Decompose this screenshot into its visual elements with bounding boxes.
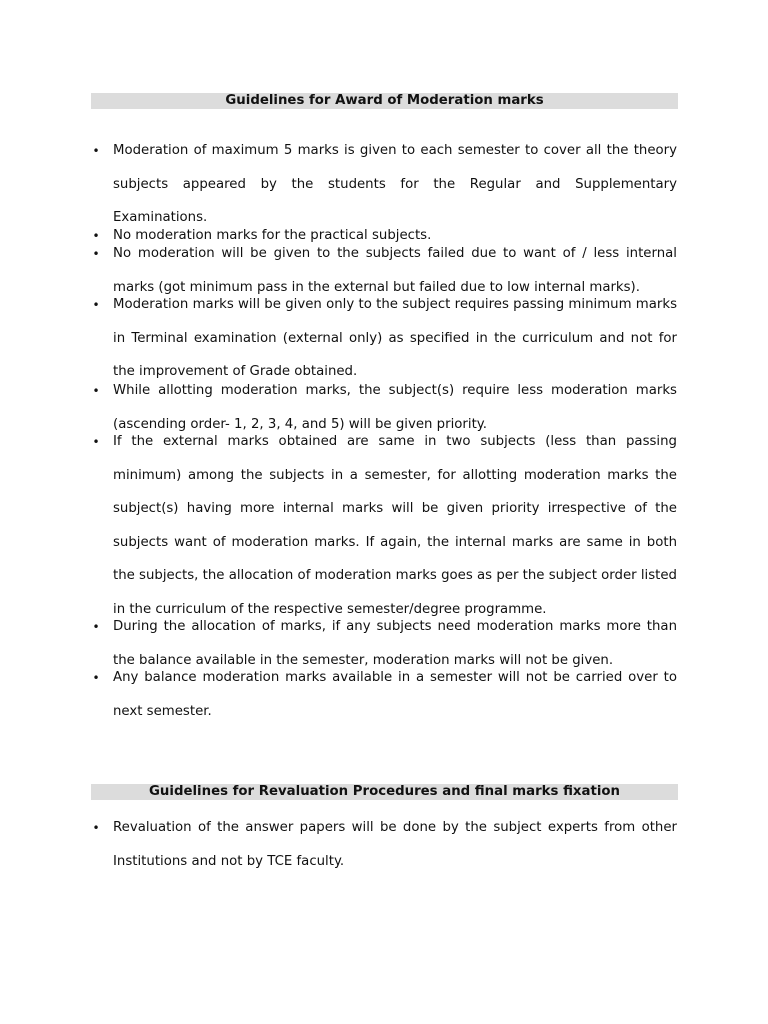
list-item-text: While allotting moderation marks, the subject(s) require less moderation marks (ascending order- 1, 2, 3, 4, and 5) will be given priority. [113, 383, 677, 432]
list-item-text: Moderation marks will be given only to the subject requires passing minimum marks in Terminal examination (external only) as specified in the curriculum and not for the improvement of Grade obtained. [113, 297, 677, 379]
section-heading-revaluation: Guidelines for Revaluation Procedures and final marks fixation [91, 784, 678, 800]
bullet-icon: • [92, 144, 100, 158]
bullet-icon: • [92, 384, 100, 398]
bullet-icon: • [92, 821, 100, 835]
section-heading-moderation: Guidelines for Award of Moderation marks [91, 93, 678, 109]
list-item-text: Moderation of maximum 5 marks is given to each semester to cover all the theory subjects appeared by the students for the Regular and Supplementary Examinations. [113, 143, 677, 225]
list-item-text: No moderation marks for the practical subjects. [113, 228, 432, 243]
list-item-text: If the external marks obtained are same in two subjects (less than passing minimum) among the subjects in a semester, for allotting moderation marks the subject(s) having more internal marks will be given priority irrespective of the subjects want of moderation marks. If again, the internal marks are same in both the subjects, the allocation of moderation marks goes as per the subject order listed in the curriculum of the respective semester/degree programme. [113, 434, 677, 617]
list-item-text: Revaluation of the answer papers will be done by the subject experts from other Institutions and not by TCE faculty. [113, 820, 677, 869]
bullet-icon: • [92, 247, 100, 261]
bullet-icon: • [92, 298, 100, 312]
list-item-text: No moderation will be given to the subjects failed due to want of / less internal marks (got minimum pass in the external but failed due to low internal marks). [113, 246, 677, 295]
bullet-icon: • [92, 229, 100, 243]
list-item-text: Any balance moderation marks available in a semester will not be carried over to next semester. [113, 670, 677, 719]
bullet-icon: • [92, 435, 100, 449]
bullet-icon: • [92, 620, 100, 634]
bullet-icon: • [92, 671, 100, 685]
list-item-text: During the allocation of marks, if any subjects need moderation marks more than the balance available in the semester, moderation marks will not be given. [113, 619, 677, 668]
